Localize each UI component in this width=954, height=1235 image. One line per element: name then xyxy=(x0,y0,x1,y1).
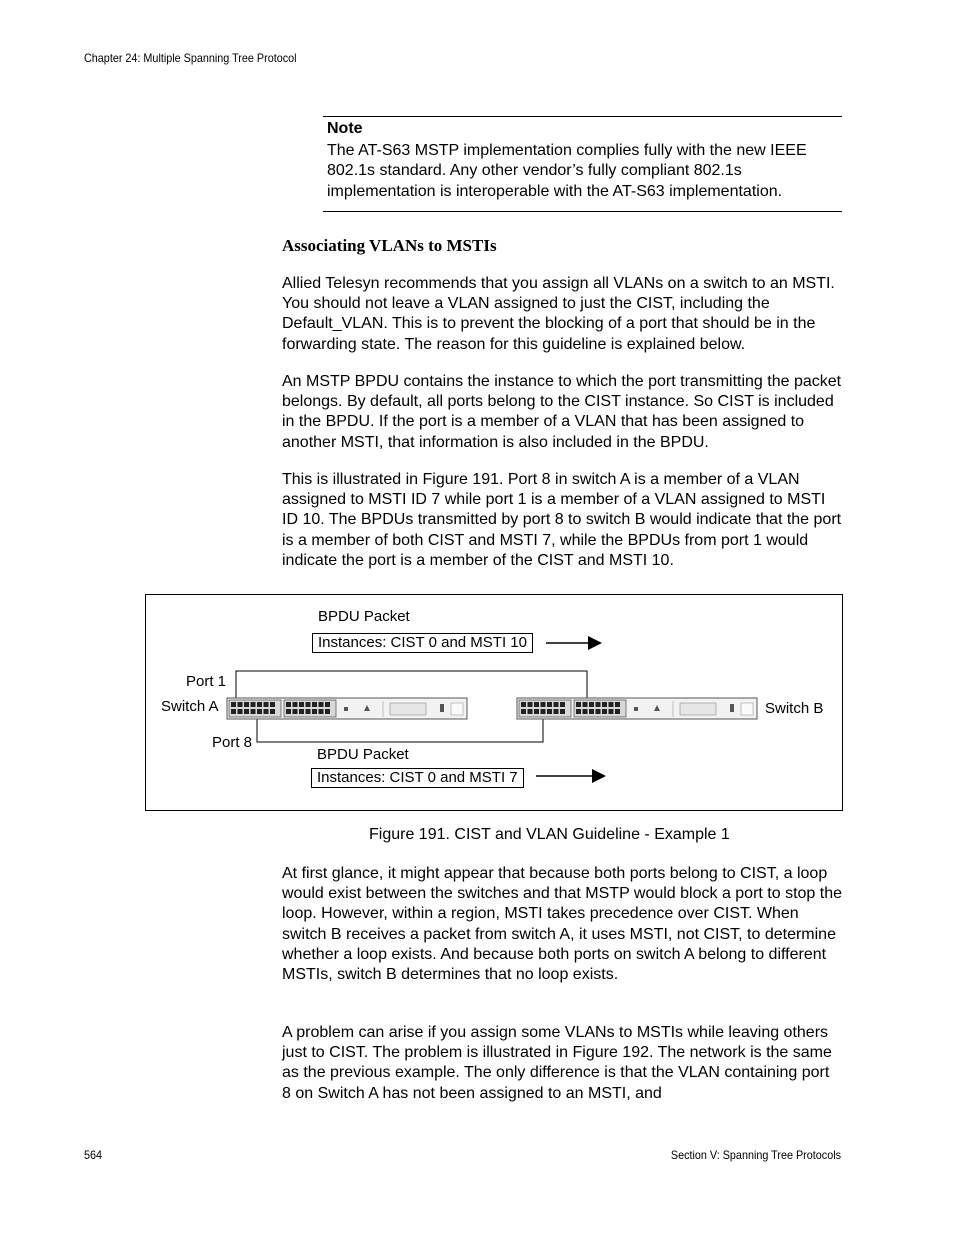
bottom-bpdu-label: BPDU Packet xyxy=(317,746,409,763)
running-footer: Section V: Spanning Tree Protocols xyxy=(670,1148,841,1162)
switch-b-device xyxy=(517,698,757,719)
switch-a-device xyxy=(227,698,467,719)
cable-port8 xyxy=(257,719,543,742)
cable-port1 xyxy=(236,671,587,698)
paragraph: Allied Telesyn recommends that you assign all VLANs on a switch to an MSTI. You should not leave a VLAN assigned to just the CIST, including the Default_VLAN. This is to prevent the blocking of a port that should be in the forwarding state. The reason for this guideline is explained below. xyxy=(282,275,835,353)
section-heading: Associating VLANs to MSTIs xyxy=(282,236,497,255)
note-body: The AT-S63 MSTP implementation complies fully with the new IEEE 802.1s standard. Any other vendor’s fully compliant 802.1s implementation is interoperable with the AT-S63 implementation. xyxy=(327,142,807,200)
running-header: Chapter 24: Multiple Spanning Tree Protocol xyxy=(84,51,297,65)
port1-label: Port 1 xyxy=(186,673,227,690)
bottom-arrow xyxy=(536,769,606,783)
paragraph: This is illustrated in Figure 191. Port 8 in switch A is a member of a VLAN assigned to MSTI ID 7 while port 1 is a member of a VLAN assigned to MSTI ID 10. The BPDUs transmitted by port 8 to switch B would indicate that the port is a member of both CIST and MSTI 7, while the BPDUs from port 1 would indicate the port is a member of the CIST and MSTI 10. xyxy=(282,471,842,569)
switch-b-label: Switch B xyxy=(765,700,824,717)
paragraph: An MSTP BPDU contains the instance to which the port transmitting the packet belongs. By default, all ports belong to the CIST instance. So CIST is included in the BPDU. If the port is a member of a VLAN that has been assigned to another MSTI, that information is also included in the BPDU. xyxy=(282,373,842,451)
page-number: 564 xyxy=(84,1148,103,1162)
top-arrow xyxy=(546,636,602,650)
paragraph: At first glance, it might appear that because both ports belong to CIST, a loop would exist between the switches and that MSTP would block a port to stop the loop. However, within a region, MSTI takes precedence over CIST. When switch B receives a packet from switch A, it uses MSTI, not CIST, to determine whether a loop exists. And because both ports on switch A belong to different MSTIs, switch B determines that no loop exists. xyxy=(282,865,843,984)
note-title: Note xyxy=(327,120,363,137)
switch-a-label: Switch A xyxy=(161,698,219,715)
top-bpdu-label: BPDU Packet xyxy=(318,608,410,625)
figure-caption: Figure 191. CIST and VLAN Guideline - Example 1 xyxy=(369,826,730,843)
bottom-bpdu-instances: Instances: CIST 0 and MSTI 7 xyxy=(311,768,524,788)
port8-label: Port 8 xyxy=(212,734,253,751)
paragraph: A problem can arise if you assign some VLANs to MSTIs while leaving others just to CIST. The problem is illustrated in Figure 192. The network is the same as the previous example. The only difference is that the VLAN containing port 8 on Switch A has not been assigned to an MSTI, and xyxy=(282,1024,832,1102)
top-bpdu-instances: Instances: CIST 0 and MSTI 10 xyxy=(312,633,533,653)
